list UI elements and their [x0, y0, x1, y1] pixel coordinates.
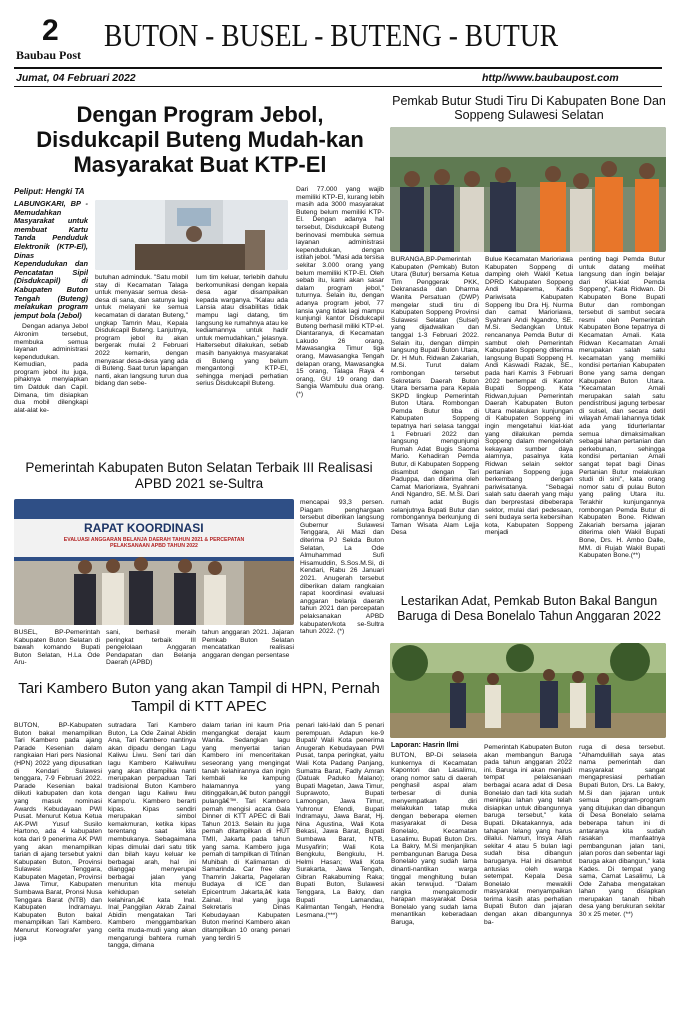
article-paragraph: Pemerintah Kabupaten Buton akan membangun Baruga pada tahun anggaran 2022 ini. Baruga ini akan menjadi tempat pelaksanaan berbagai acara adat di Desa Bonelalo dan tadi kita sudah meninjau lahan yang telah disiapkan untuk dibangunnya baruga tersebut," kata Bupati. Dikatakannya, ada tahapan lelang yang harus dilalui. Namun, Insya Allah sekitar 4 atau 5 bulan lagi sudah bisa dibangun baruganya. Hal ini disambut antusias oleh warga setempat. Kepala Desa Bonelalo mewakili masyarakat menyampaikan terima kasih atas perhatian Bupati Buton dan jajaran dengan akan dibangunnya ba-: [484, 744, 572, 926]
article-lead: LABUNGKARI, BP - Memudahkan Masyarakat untuk membuat Kartu Tanda Penduduk Elektronik (KTP-El), Dinas Kependudukan dan Pencatatan Sipil (Disdukcapil) di Kabupaten Buton Tengah (Buteng) melakukan program jemput bola (Jebol): [14, 200, 88, 320]
website-link[interactable]: http//www.baubaupost.com: [482, 72, 619, 84]
article-busel-col1: [14, 629, 100, 677]
article-kambero-col1: [14, 722, 102, 1018]
article-butur-col1: [391, 256, 479, 618]
article-paragraph: lum tim keluar, terlebih dahulu berkomunikasi dengan kepala desa agar disampaikan kepada warganya. "Kalau ada Lansia atau disabilitas tidak mampu lagi datang, tim langsung ke rumahnya atau ke kediamannya untuk hadir untuk memudahkan," jelasnya. Haltersebut dilakukan, sebab masih banyaknya masyarakat di Buteng yang belum mengantongi KTP-El, sehingga menjadi perhatian serius Disdukcapil Buteng.: [196, 274, 288, 388]
office-photo: [95, 200, 288, 270]
article-busel-col4: [300, 499, 384, 677]
article-baruga-photo: [390, 643, 666, 738]
article-ktp-el-col1: [14, 200, 88, 452]
masthead: [0, 0, 677, 86]
masthead-rule: [14, 67, 662, 69]
article-paragraph: BUTON, BP-Di selasela kunkernya di Kecamatan Kapontori dan Lasalimu, orang nomor satu di daerah penghasil aspal alam terbesar di dunia menyempatkan diri melakukan tatap muka dengan beberapa elemen masyarakat di Desa Bonelalo, Kecamatan Lasalimu. Bupati Buton Drs. La Bakry, M.Si menjanjikan pembangunan Baruga Desa Bonelalo yang sudah lama dinanti-nantikan warga tinggal menghitung bulan akan terwujud. "Dalam rangka mengakomodir harapan masyarakat Desa Bonelalo yang sudah lama menantikan keberadaan Baruga,: [391, 752, 477, 927]
article-busel-col3: [202, 629, 294, 677]
photo-banner-subtitle: EVALUASI ANGGARAN BELANJA DAERAH TAHUN 2021 & PERCEPATAN PELAKSANAAN APBD TAHUN 2022: [63, 537, 245, 550]
article-busel-col2: [106, 629, 196, 677]
article-butur-col2: [485, 256, 573, 588]
article-butur-col3: [579, 256, 665, 588]
article-paragraph: sani, berhasil meraih peringkat terbaik III pengelolaan Anggaran Pendapatan dan Belanja Daerah (APBD): [106, 629, 196, 667]
article-paragraph: mencapai 93,3 persen. Piagam penghargaan tersebut diberikan langsung Gubernur Sulawesi Tenggara, Ali Mazi dan diterima PJ Sekda Buton Selatan, La Ode Almuhammad Sufi Hisamuddin, S.Sos.M.Si, di Kendari, Rabu 26 Januari 2021. Anugerah tersebut diberikan dalam rangkaian rapat koordinasi evaluasi anggaran belanja daerah tahun 2021 dan percepatan pelaksanakan APBD kabupaten/kota se-Sultra tahun 2022. (*): [300, 499, 384, 636]
article-ktp-el-col3: [196, 274, 288, 452]
article-butur-photo: [390, 127, 666, 252]
article-paragraph: penari laki-laki dan 5 penari perempuan. Adapun ke-9 Bupati/ Wali Kota penerima Anugerah Kebudayaan PWI Pusat, tanpa peringkat, yaitu Wali Kota Padang Panjang, Sumatra Barat, Fadly Amran (Datuak Paduko Malano); Bupati Magetan, Jawa Timur, Suprawoto, Bupati Lamongan, Jawa Timur, Yuhronur Efendi, Bupati Indramayu, Jawa Barat, Hj. Nina Agustina, Wali Kota Bekasi, Jawa Barat, Bupati Sumbawa Barat, NTB, Musyafirin; Wali Kota Bengkulu, Bengkulu, H. Helmi Hasan; Wali Kota Surakarta, Jawa Tengah, Gibran Rakabuming Raka; Bupati Buton, Sulawesi Tenggara, La Bakry, dan Bupati Lamandau, Kalimantan Tengah, Hendra Lesmana.(***): [296, 722, 384, 919]
article-paragraph: penting bagi Pemda Butur untuk datang melihat langsung dan ingin belajar dari Kiat-kiat Pemda Soppeng", Kata Ridwan. Di Kabupaten Bone Bupati Butur dan rombongan tersebut di sambut secara resmi oleh Pemerintah Kabupaten Bone tepatnya di Kecamatan Amali. Kata Ridwan Kecamatan Amali merupakan salah satu kecamatan yang memiliki kondisi pertanian Kabupaten Bone yang sama dengan Kabupaten Buton Utara. "Kecamatan Amali merupakan salah satu pendistribusi jagung terbesar di sulsel, dan secara detil wilayah Amali lahannya tidak ada yang tidurterlantar semua dimaksimalkan sebagai lahan pertanian dan perkebunan, sehingga kondisi pertanian Amali sangat tepat bagi Dinas Pertanian Butur melakukan studi di sini", kata orang nomor satu di pulau Buton yang paling Utara itu. Terakhir kunjungannya rombongan Pemda Butur di Kabupaten Bone. Ridwan Zakariah bersama jajaran diterima oleh Wakil Bupati Bone, Drs. H. Ambo Dalle, MM. di Rujab Wakil Bupati Kabupaten Bone.(**): [579, 256, 665, 560]
article-baruga-col2: [484, 744, 572, 1018]
issue-date: Jumat, 04 Februari 2022: [16, 72, 136, 84]
meeting-banner-photo: [14, 499, 294, 625]
article-paragraph: Dari 77.000 yang wajib memiliki KTP-El, kurang lebih masih ada 3000 masyarakat Buteng belum memiliki KTP-El. Dengan adanya hal tersebut, Disdukcapil Buteng berinovasi membuka semua layanan administrasi kependudukan, dengan istilah jebol. "Masi ada tersisa sekitar 3.000 orang yang belum memiliki KTP-El. Oleh sebab itu, kami akan sasar dalam program jebol," tuturnya. Selain itu, dengan adanya program jebol, 77 lansia yang tidak lagi mampu kunjungi kantor Disdukcapil Buteng berhasil miliki KTP-el. Diantaranya, di Kecamatan Lakudo 26 orang, Mawasangka Timur tiga orang, Mawasangka Tengah delapan orang, Mawasangka 15 orang, Talaga Raya 4 orang, GU 19 orang dan Sangia Wambulu dua orang. (*): [296, 186, 384, 399]
article-baruga-col3: [579, 744, 665, 1018]
article-paragraph: tahun anggaran 2021. Jajaran Pemkab Buton Selatan mencatatkan realisasi anggaran dengan persentase: [202, 629, 294, 659]
article-busel-photo: [14, 499, 294, 625]
village-meeting-photo: [390, 643, 666, 738]
article-busel-headline: Pemerintah Kabupaten Buton Selatan Terbaik III Realisasi APBD 2021 se-Sultra: [25, 460, 373, 491]
article-paragraph: Dengan adanya Jebol Akronim tersebut, membuka semua layanan administrasi kependudukan. Kemudian, pada program jebol itu juga, pihaknya menyiapkan tim Datduk dan Capil. Dimana, tim disiapkan dua mobil dilengkapi alat-alat ke-: [14, 323, 88, 414]
article-ktp-el-col2: [95, 274, 188, 452]
masthead-title: BUTON - BUSEL - BUTENG - BUTUR: [104, 17, 559, 53]
article-kambero-col3: [202, 722, 290, 1018]
article-paragraph: BUTON, BP-Kabupaten Buton bakal menampilkan Tari Kambero pada ajang Parade Kesenian dalam rangkaian Hari pers Nasional (HPN) 2022 yang dipusatkan di Kendari Sulawesi tenggara, 7-9 Februari 2022. Parade Kesenian bakal diikuti kabupaten dan kota yang masuk nominasi Awards Kebudayaan PWI Pusat. Menurut Ketua Ketua AK-PWI Yusuf Susilo Hartono, ada 4 kabupaten kota dari 9 penerima AK PWI yang akan menampilkan tarian di ajang tersebut yakni Kabupaten Buton, Provinsi Sulawesi Tenggara, Kabupaten Magetan, Provinsi Jawa Timur, Kabupaten Sumbawa Barat, Pronsi Nusa Tenggara Barat (NTB) dan Kabupaten Indramayu. Kabupaten Buton bakal menampilkan Tari Kambero. Menurut Koreografer yang juga: [14, 722, 102, 942]
article-paragraph: butuhan adminduk. "Satu mobil stay di Kecamatan Talaga untuk menyasar semua desa-desa di sana, dan satunya lagi untuk melayani ke semua kecamatan di daratan Buteng," ungkap Tamrin Mau, Kepala Disdukcapil Buteng. Lanjutnya, program jebol itu akan bergerak mulai 2 Februari 2022 kemarin, dengan menyasar desa-desa yang ada di Buteng. Saat turun lapangan nanti, akan langsung turun dua bidang dan sebe-: [95, 274, 188, 388]
article-paragraph: Bulue Kecamatan Marioriawa Kabupaten Soppeng di damping oleh Wakil Ketua DPRD Kabupaten Soppeng Andi Maparema, Kadis Pariwisata Kabupaten Soppeng Ibu Dra Hj. Nurma dan camat Marioriawa, Syahrani Andi Ngandro, SE. M.Si. Sedangkan Untuk rencananya Pemda Butur di sambut oleh Pemerintah Kabupaten Soppeng diterima langsung Bupati Soppeng H. Andi Kaswadi Razak, SE., pada hari Kamis 3 Februari 2022 bertempat di Kantor Bupati Soppeng. Kata Ridwan,tujuan Pemerintah Daerah Kabupaten Buton Utara melakukan kunjungan di Kabupaten Soppeng ini ingin mengetahui kiat-kiat yang dilakukan pemda Soppeng dalam mengelolah kekayaan sumber daya alamnya, pasalnya kata Ridwan selain sektor pertanian Soppeng juga berkembang dengan pariwisatanya. "Sebagai salah satu daerah yang maju dan berprestasi dibeberapa sektor, mulai dari pedesaan, seni budaya serta kebersihan kota, Kabupaten Soppeng menjadi: [485, 256, 573, 537]
article-kambero-col4: [296, 722, 384, 1018]
article-ktp-el-col4: [296, 186, 384, 454]
article-byline: Peliput: Hengki TA: [14, 187, 85, 196]
photo-banner-title: RAPAT KOORDINASI: [84, 521, 204, 535]
article-kambero-headline: Tari Kambero Buton yang akan Tampil di HPN, Pernah Tampil di KTT APEC: [18, 680, 380, 715]
article-baruga-byline: Laporan: Hasrin Ilmi: [391, 742, 459, 749]
article-paragraph: sutradara Tari Kambero Buton, La Ode Zainal Abidin Ana, Tari Kambero nantinya akan dipadu dengan Lagu Kaliwu Liwu. Seni tari dan lagu Kambero Kaliwuliwu yang akan ditampilka nanti merupakan perpaduan Tari tradisional Buton Kambero dengan lagu Kaliwu liwu Kampo'u. Kambero berarti kipas. Kipas sendiri merupakan simbol kemakmuran, ketika kipas terentang saat kita membukanya. Sebagaimana kipas dimulai dari satu titik dan bilah kayu keluar ke berbagai arah, hal ini dianggap menyerupai berbagai jalan yang menuntun kita menuju kehidupan setelah kelahiran,â€ kata Inal. Inal_Panggilan Akrab Zainal Abidin mengatakan Tari Kambero menggambarkan cerita muda-mudi yang akan mengarungi bahtera rumah tangga, dimana: [108, 722, 196, 950]
masthead-rule-bottom: [14, 86, 662, 87]
article-paragraph: BUSEL, BP-Pemerintah Kabupaten Buton Selatan di bawah komando Bupati Buton Selatan, H.La Ode Aru-: [14, 629, 100, 667]
article-baruga-col1: [391, 752, 477, 1018]
article-paragraph: ruga di desa tersebut. "Alhamdulillah saya atas nama pemerintah dan masyarakat sangat mengapresiasi perhatian Bupati Buton, Drs. La Bakry, M.Si dan jajaran untuk semua program-program yang ditujukan dan dibangun di Desa Bonelalo selama beberapa tahun ini di antaranya kita sudah rasakan manfaatnya pembangunan jalan tani, jalan poros dan sebentar lagi baruga akan dibangun," kata Kades. Di tempat yang sama, Camat Lasalimu, La Ode Zahaba mengatakan lahan yang disiapkan merupakan tanah hibah desa yang berukuran sekitar 30 x 25 meter. (**): [579, 744, 665, 919]
article-ktp-el-photo: [95, 200, 288, 270]
article-paragraph: BURANGA,BP-Pemerintah Kabupaten (Pemkab) Buton Utara (Butur) bersama Ketua Tim Penggerak PKK, Dekranasda dan Dharma Wanita Persatuan (DWP) mengelar studi tiru di Kabupaten Soppeng Provinsi Sulawesi Selatan (Sulsel) yang dijadwalkan dan tanggal 1-3 Februari 2022. Selain itu, dengan diimpin langsung Bupati Buton Utara, Dr. H Muh. Ridwan Zakariah, M.Si. Turut dalam rombongan tersebut Sekretaris Daerah Buton Utara bersama para Kepala SKPD lingkup Pemerintah Buton Utara. Rombongan Pemda Butur tiba di Kabupaten Soppeng tepatnya hari selasa tanggal 1 Februari 2022 dan langsung mengunjungi Rumah Adat Bugis Saoma Mario. Kehadiran Pemda Butur, di Kabupaten Soppeng disambut dengan Tari Paduppa, dan diterima oleh Camat Marioriawa, Syahrani Andi Ngandro, SE. M.Si. Dari rumah adat Bugis selanjutnya Bupati Butur dan rombongannya berkunjung di Taman Wisata Alam Lejja Desa: [391, 256, 479, 537]
brand-name: Baubau Post: [16, 48, 82, 62]
article-ktp-el-headline: Dengan Program Jebol, Disdukcapil Buteng Mudah-kan Masyarakat Buat KTP-El: [36, 102, 364, 177]
article-kambero-col2: [108, 722, 196, 1018]
article-baruga-headline: Lestarikan Adat, Pemkab Buton Bakal Bangun Baruga di Desa Bonelalo Tahun Anggaran 2022: [397, 594, 661, 623]
page-number: 2: [42, 14, 59, 47]
group-visit-photo: [390, 127, 666, 252]
article-paragraph: dalam tarian ini kaum Pria mengangkat derajat kaum Wanita. Sedangkan lagu yang menyertai tarian Kambero ini menceritakan seseorang yang mengingat tanah kelahirannya dan ingin kembali ke kampung halamannya yang ditinggalkan,â€ buton panggil pulangâ€™. Tari Kambero pernah mengisi acara Gala Dinner di KTT APEC di Bali Tahun 2013. Selain itu juga pernah ditampilkan di HUT TMII, Jakarta pada tahun yang sama. Kambero juga pernah di tampilkan di Titinan Muhibah di Kalimantan di Samarinda. Car free day Thamrin Jakarta, Pagelaran Budaya di ICE dan Epicentrum Jakarta,â€ kata Zainal. Inal yang juga Sekretaris Dinas Kebudayaan Kabupaten Buton merinci Kambero akan ditampilkan 10 orang penari yang terdiri 5: [202, 722, 290, 942]
article-butur-headline: Pemkab Butur Studi Tiru Di Kabupaten Bone Dan Soppeng Sulawesi Selatan: [392, 94, 666, 122]
